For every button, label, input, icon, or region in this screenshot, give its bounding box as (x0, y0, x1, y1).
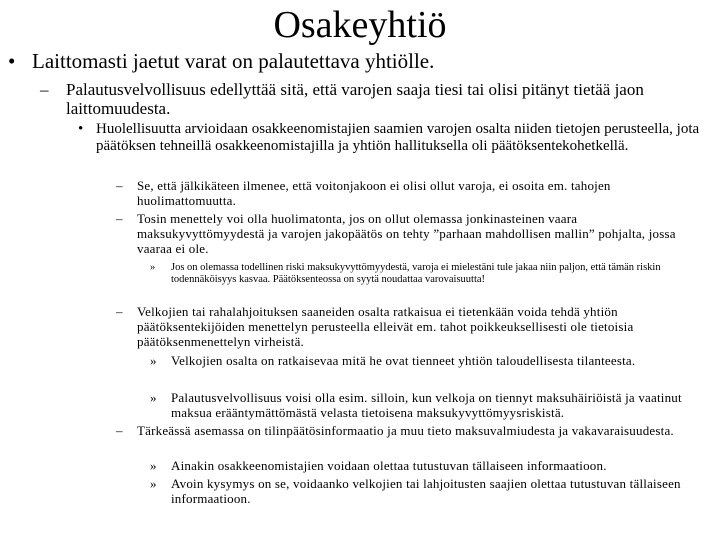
bullet-marker: • (78, 121, 84, 137)
dash-marker: – (116, 211, 123, 226)
dash-marker: – (40, 80, 49, 99)
bullet-item-l3 (78, 121, 703, 155)
bullet-marker: • (8, 49, 16, 73)
bullet-text: Huolellisuutta arvioidaan osakkeenomistajien saamien varojen osalta niiden tietojen perusteella, jota päätöksen tehneillä osakkeenomistajilla ja yhtiön hallituksella oli päätöksentekohetkellä. (96, 121, 700, 154)
bullet-item-l4 (116, 178, 706, 208)
chevron-marker: » (150, 390, 157, 405)
bullet-text: Tosin menettely voi olla huolimatonta, jos on ollut olemassa jonkinasteinen vaara maksukyvyttömyydestä ja varojen jakopäätös on tehty ”parhaan mahdollisen mallin” pohjalta, jossa vaaraa ei ole. (137, 211, 676, 256)
slide-title: Osakeyhtiö (273, 4, 447, 46)
chevron-marker: » (150, 262, 156, 273)
bullet-text: Velkojien tai rahalahjoituksen saaneiden osalta ratkaisua ei tietenkään voida tehdä yhtiön päätöksentekijöiden menettelyn perusteella elleivät em. tahot poikkeuksellisesti ole tietoisia päätöksenmenettelyn virheistä. (137, 304, 634, 349)
bullet-item-l4 (116, 304, 706, 349)
dash-marker: – (116, 423, 123, 438)
chevron-marker: » (150, 353, 157, 368)
bullet-item-l5 (150, 353, 700, 368)
bullet-text: Avoin kysymys on se, voidaanko velkojien tai lahjoitusten saajien olettaa tutustuvan tällaiseen informaatioon. (171, 476, 681, 506)
bullet-text: Laittomasti jaetut varat on palautettava yhtiölle. (32, 49, 435, 73)
bullet-text: Ainakin osakkeenomistajien voidaan olettaa tutustuvan tällaiseen informaatioon. (171, 458, 607, 473)
dash-marker: – (116, 304, 123, 319)
bullet-item-l1 (8, 49, 708, 73)
bullet-text: Se, että jälkikäteen ilmenee, että voitonjakoon ei olisi ollut varoja, ei osoita em. tahojen huolimattomuutta. (137, 178, 611, 208)
bullet-item-l5 (150, 262, 710, 285)
bullet-text: Palautusvelvollisuus edellyttää sitä, että varojen saaja tiesi tai olisi pitänyt tietää jaon laittomuudesta. (66, 80, 644, 118)
bullet-item-l4 (116, 423, 706, 438)
bullet-text: Palautusvelvollisuus voisi olla esim. silloin, kun velkoja on tiennyt maksuhäiriöistä ja vaatinut maksua erääntymättömästä velasta tietoisena maksukyvyttömyysriskistä. (171, 390, 682, 420)
bullet-text: Tärkeässä asemassa on tilinpäätösinformaatio ja muu tieto maksuvalmiudesta ja vakavaraisuudesta. (137, 423, 674, 438)
bullet-item-l2 (40, 80, 710, 118)
bullet-item-l5 (150, 476, 715, 506)
bullet-item-l5 (150, 390, 710, 420)
bullet-item-l4 (116, 211, 706, 256)
dash-marker: – (116, 178, 123, 193)
bullet-text: Jos on olemassa todellinen riski maksukyvyttömyydestä, varoja ei mielestäni tule jakaa niin paljon, että tämän riskin todennäköisyys kasvaa. Päätöksenteossa on syytä noudattaa varovaisuutta! (171, 262, 661, 285)
chevron-marker: » (150, 458, 157, 473)
chevron-marker: » (150, 476, 157, 491)
bullet-item-l5 (150, 458, 715, 473)
bullet-text: Velkojien osalta on ratkaisevaa mitä he ovat tienneet yhtiön taloudellisesta tilanteesta. (171, 353, 636, 368)
